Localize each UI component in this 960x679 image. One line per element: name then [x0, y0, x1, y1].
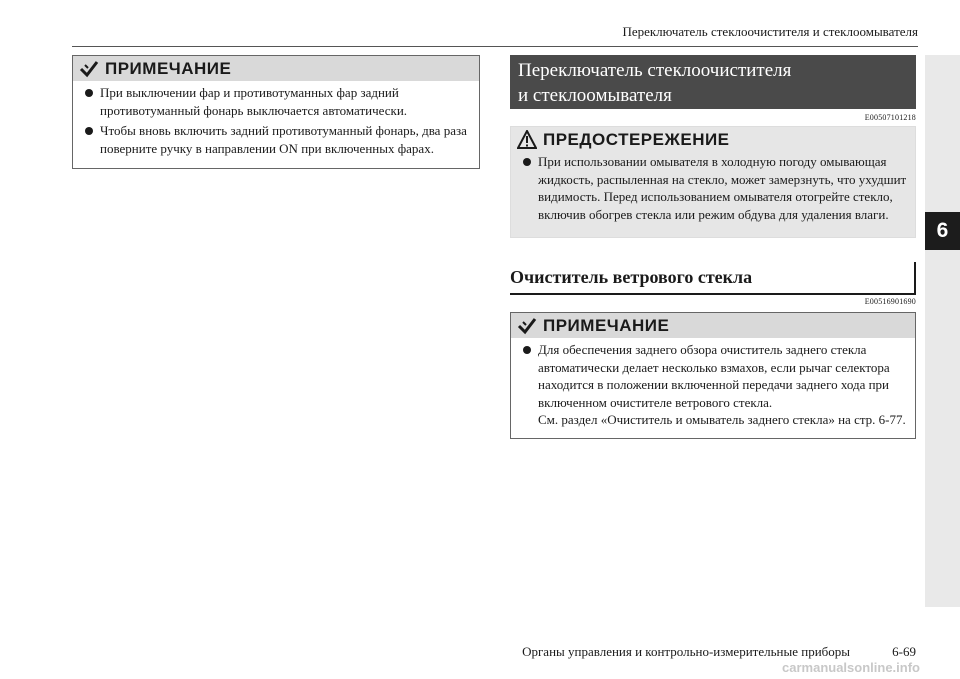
section-title-line2: и стеклоомывателя	[518, 85, 672, 106]
watermark: carmanualsonline.info	[782, 660, 920, 675]
warning-box	[510, 126, 916, 238]
bullet-icon	[523, 346, 531, 354]
list-item-text: Чтобы вновь включить задний противотуманный фонарь, два раза поверните ручку в направлении ON при включенных фарах.	[100, 123, 467, 156]
note-box-right	[510, 312, 916, 439]
chapter-side-band	[925, 55, 960, 607]
section-title-banner	[510, 55, 916, 109]
bullet-icon	[85, 89, 93, 97]
chapter-tab: 6	[925, 212, 960, 250]
cross-reference[interactable]: См. раздел «Очиститель и омыватель заднего стекла» на стр. 6-77.	[538, 412, 906, 427]
warning-triangle-icon	[517, 130, 537, 150]
note-heading-text: ПРИМЕЧАНИЕ	[543, 315, 670, 335]
note-heading-right	[511, 313, 915, 338]
list-item	[81, 84, 471, 119]
bullet-icon	[85, 127, 93, 135]
note-box-left	[72, 55, 480, 169]
list-item-text: При использовании омывателя в холодную погоду омывающая жидкость, распыленная на стекло, может замерзнуть, что ухудшит видимость. Перед использованием омывателя отогрейте стекло, включив обогрев стекла или режим обдува для удаления влаги.	[538, 154, 907, 222]
subsection-side-rule	[914, 262, 916, 294]
page-number: 6-69	[892, 644, 916, 659]
subsection-code: E00516901690	[864, 297, 916, 306]
list-item-main: Для обеспечения заднего обзора очиститель заднего стекла автоматически делает несколько взмахов, если рычаг селектора находится в положении включенной передачи заднего хода при включенном очистителе ветрового стекла.	[538, 342, 890, 410]
warning-heading	[511, 127, 915, 152]
warning-heading-text: ПРЕДОСТЕРЕЖЕНИЕ	[543, 129, 730, 149]
list-item-text	[538, 341, 907, 429]
running-footer: Органы управления и контрольно-измерительные приборы	[522, 644, 850, 659]
list-item	[519, 153, 907, 223]
running-header: Переключатель стеклоочистителя и стеклоомывателя	[622, 24, 918, 39]
list-item	[81, 122, 471, 157]
header-rule	[72, 46, 918, 47]
list-item-text: При выключении фар и противотуманных фар задний противотуманный фонарь выключается автоматически.	[100, 85, 408, 118]
note-heading-text: ПРИМЕЧАНИЕ	[105, 58, 232, 78]
list-item	[519, 341, 907, 429]
note-heading-left	[73, 56, 479, 81]
subsection-rule	[510, 293, 916, 295]
section-code: E00507101218	[864, 113, 916, 122]
bullet-icon	[523, 158, 531, 166]
subsection-title: Очиститель ветрового стекла	[510, 267, 753, 287]
section-title-line1: Переключатель стеклоочистителя	[518, 60, 792, 81]
pencil-check-icon	[517, 316, 537, 336]
pencil-check-icon	[79, 59, 99, 79]
